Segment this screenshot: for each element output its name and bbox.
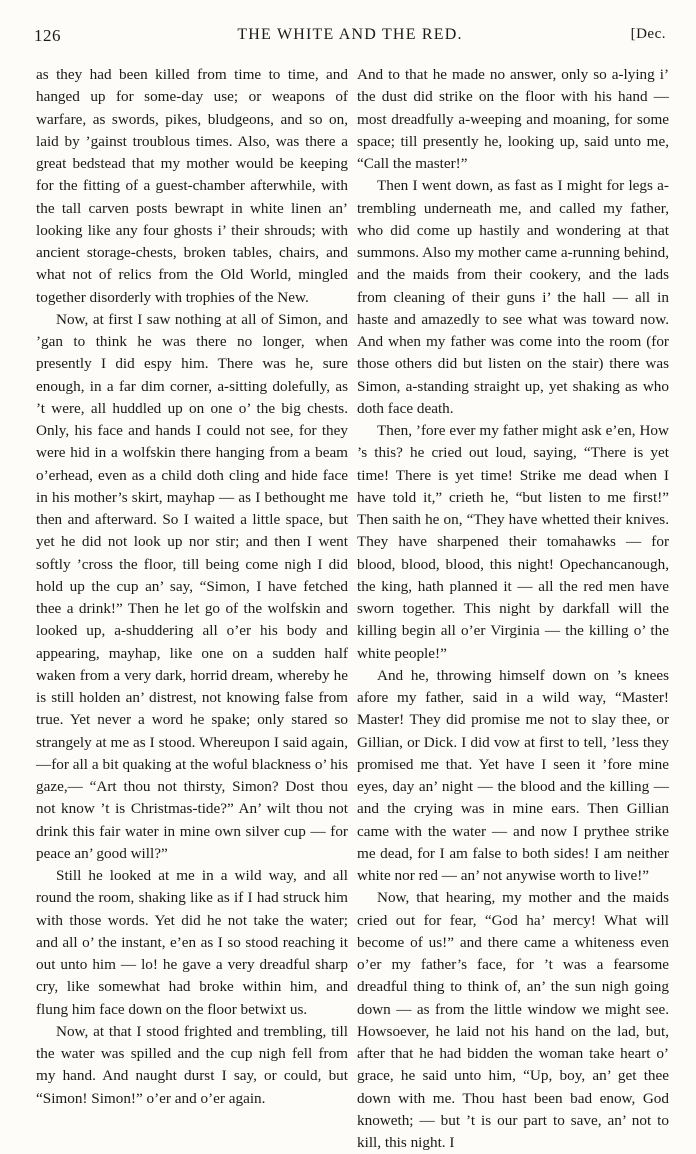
left-column bbox=[36, 64, 348, 1110]
paragraph: And he, throwing himself down on ’s knees afore my father, said in a wild way, “Master! Master! They did promise me not to slay thee, or Gillian, or Dick. I did vow at first to tell, ’less they promised me that. Yet have I seen it ’fore mine eyes, day an’ night — the blood and the killing — and the crying was in mine ears. Then Gillian came with the water — and now I prythee strike me dead, for I am false to both sides! I am neither white nor red — an’ not anywise worth to live!” bbox=[357, 666, 669, 884]
paragraph: as they had been killed from time to time, and hanged up for some-day use; or weapons of warfare, as swords, pikes, bludgeons, and so on, laid by ’gainst troublous times. Also, was there a great bedstead that my mother would be keeping for the fitting of a guest-chamber afterwhile, with the tall carven posts bewrapt in white linen an’ looking like any four ghosts i’ their shrouds; with ancient storage-chests, broken tables, chairs, and what not of relics from the Old World, mingled together disorderly with trophies of the New. bbox=[36, 66, 348, 306]
paragraph: Now, at first I saw nothing at all of Simon, and ’gan to think he was there no longer, when presently I did espy him. There was he, sure enough, in a far dim corner, a-sitting dolefully, as ’t were, all huddled up on one o’ the big chests. Only, his face and hands I could not see, for they were hid in a wolfskin there hanging from a beam o’erhead, even as a child doth cling and hide face in his mother’s skirt, mayhap — as I bethought me then and afterward. So I waited a little space, but yet he did not look up nor stir; and then I went softly ’cross the floor, till being come nigh I did hold up the cup an’ say, “Simon, I have fetched thee a drink!” Then he let go of the wolfskin and looked up, a-shuddering all o’er his body and appearing, mayhap, like one on a sudden half waken from a very dark, horrid dream, whereby he is still holden an’ distrest, not knowing false from true. Yet never a word he spake; only stared so strangely at me as I stood. Whereupon I said again,—for all a bit quaking at the woful blackness o’ his gaze,— “Art thou not thirsty, Simon? Dost thou not know ’t is Christmas-tide?” An’ wilt thou not drink this fair water in mine own silver cup — for peace an’ good will?” bbox=[36, 310, 348, 862]
running-header bbox=[34, 26, 666, 60]
issue-month: [Dec. bbox=[630, 26, 666, 42]
paragraph: Then, ’fore ever my father might ask e’en, How ’s this? he cried out loud, saying, “There is yet time! There is yet time! Strike me dead when I have told it,” crieth he, “but listen to me first!” Then saith he on, “They have whetted their knives. They have sharpened their tomahawks — for blood, blood, blood, this night! Opechancanough, the king, hath planned it — all the red men have sworn together. This night by darkfall will the killing begin all o’er Virginia — the killing o’ the white people!” bbox=[357, 422, 669, 662]
running-title: THE WHITE AND THE RED. bbox=[237, 26, 463, 43]
page-number: 126 bbox=[34, 26, 61, 45]
paragraph: And to that he made no answer, only so a-lying i’ the dust did strike on the floor with his hand — most dreadfully a-weeping and moaning, for some space; till presently he, looking up, said unto me, “Call the master!” bbox=[357, 66, 669, 172]
paragraph: Now, that hearing, my mother and the maids cried out for fear, “God ha’ mercy! What will become of us!” and there came a whiteness even o’er my father’s face, for ’t was a fearsome dreadful thing to think of, an’ the sun nigh going down — as from the little window we might see. Howsoever, he laid not his hand on the lad, but, after that he had bidden the woman take heart o’ grace, he said unto him, “Up, boy, an’ get thee down with me. Thou hast been bad enow, God knoweth; — but ’t is our part to save, an’ not to kill, this night. I bbox=[357, 889, 669, 1151]
paragraph: Still he looked at me in a wild way, and all round the room, shaking like as if I had struck him with those words. Yet did he not take the water; and all o’ the instant, e’en as I so stood reaching it out unto him — lo! he gave a very dreadful sharp cry, like somewhat had broke within him, and flung him face down on the floor betwixt us. bbox=[36, 867, 348, 1018]
paragraph: Now, at that I stood frighted and trembling, till the water was spilled and the cup nigh fell from my hand. And naught durst I say, or could, but “Simon! Simon!” o’er and o’er again. bbox=[36, 1022, 348, 1107]
paragraph: Then I went down, as fast as I might for legs a-trembling underneath me, and called my father, who did come up hastily and wondering at that summons. Also my mother came a-running behind, and the maids from their cookery, and the lads from cleaning of their guns i’ the hall — all in haste and amazedly to see what was toward now. And when my father was come into the room (for those others did but listen on the stair) there was Simon, a-standing straight up, yet shaking as who doth face death. bbox=[357, 177, 669, 417]
right-column bbox=[357, 64, 669, 1154]
